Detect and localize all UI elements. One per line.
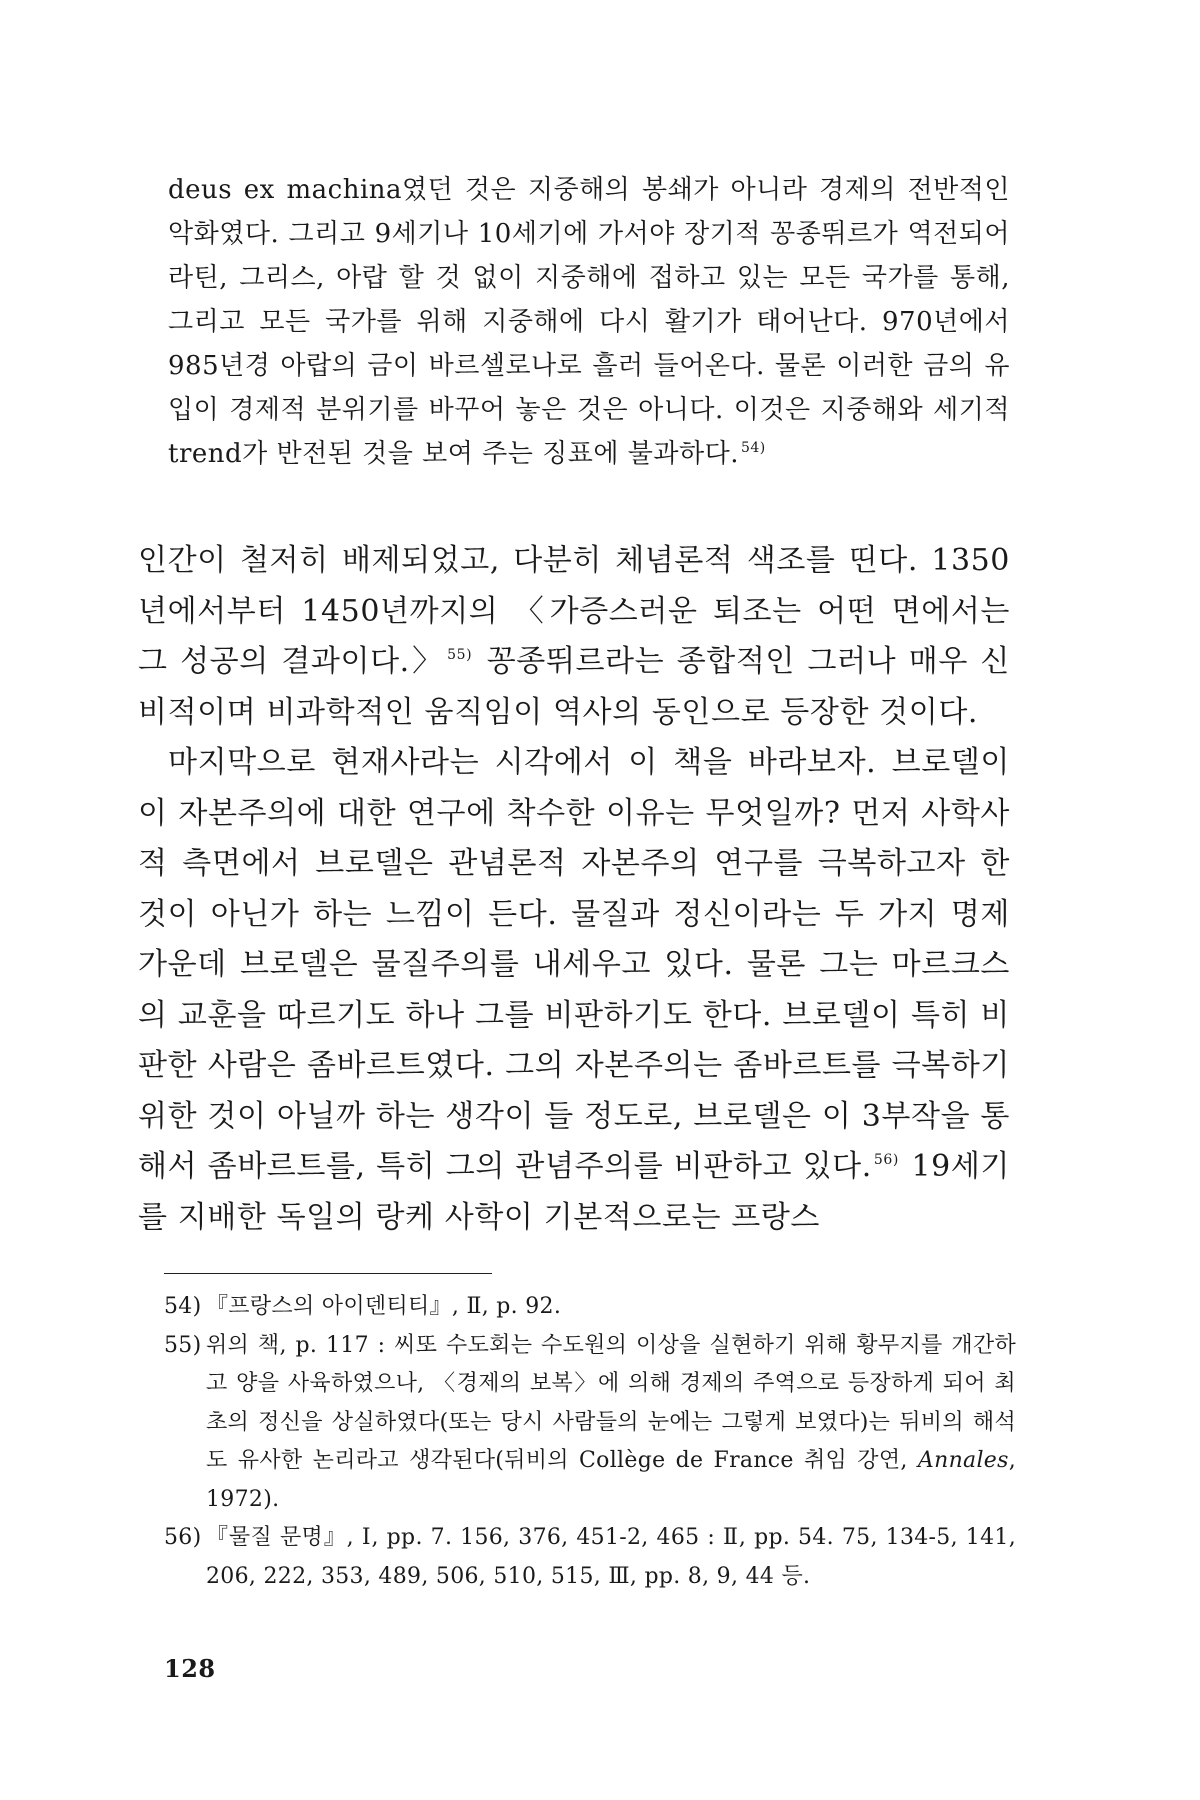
block-quote-text: deus ex machina였던 것은 지중해의 봉쇄가 아니라 경제의 전반적인 악화였다. 그리고 9세기나 10세기에 가서야 장기적 꽁종뛰르가 역전되어 라틴, 그리스, 아랍 할 것 없이 지중해에 접하고 있는 모든 국가를 통해, 그리고 모든 국가를 위해 지중해에 다시 활기가 태어난다. 970년에서 985년경 아랍의 금이 바르셀로나로 흘러 들어온다. 물론 이러한 금의 유입이 경제적 분위기를 바꾸어 놓은 것은 아니다. 이것은 지중해와 세기적 trend가 반전된 것을 보여 주는 징표에 불과하다. [168,175,1010,469]
paragraph-1 [138,536,1010,738]
page-number: 128 [164,1654,216,1683]
paragraph-1-text-a: 인간이 철저히 배제되었고, 다분히 체념론적 색조를 띤다. 1350년에서부터 1450년까지의 〈가증스러운 퇴조는 어떤 면에서는 그 성공의 결과이다.〉 [138,543,1010,679]
footnote-number: 54) [164,1294,202,1319]
footnote-text: 위의 책, p. 117 : 씨또 수도회는 수도원의 이상을 실현하기 위해 황무지를 개간하고 양을 사육하였으나, 〈경제의 보복〉에 의해 경제의 주역으로 등장하게 되어 최초의 정신을 상실하였다(또는 당시 사람들의 눈에는 그렇게 보였다)는 뒤비의 해석도 유사한 논리라고 생각된다(뒤비의 Collège de France 취임 강연, [206,1332,1016,1473]
footnote-ref-56[interactable]: 56) [873,1152,899,1168]
footnotes [164,1288,1016,1596]
paragraph-1-text-b: 꽁종뛰르라는 종합적인 그러나 매우 신비적이며 비과학적인 움직임이 역사의 동인으로 등장한 것이다. [138,644,1010,730]
footnote-54 [164,1288,1016,1327]
footnote-number: 55) [164,1332,202,1358]
footnote-text: 『프랑스의 아이덴티티』, Ⅱ, p. 92. [206,1294,562,1319]
footnote-divider [164,1273,492,1274]
body-text [138,536,1010,1243]
footnote-number: 56) [164,1525,202,1550]
journal-title: Annales [917,1448,1009,1473]
footnote-ref-54[interactable]: 54) [740,440,766,456]
footnote-55 [164,1327,1016,1520]
paragraph-2 [138,738,1010,1243]
footnote-tail: , 1972). [206,1448,1016,1512]
block-quote [168,168,1010,476]
paragraph-2-text-b: 19세기를 지배한 독일의 랑케 사학이 기본적으로는 프랑스 [138,1149,1010,1235]
footnote-ref-55[interactable]: 55) [447,647,473,663]
paragraph-2-text-a: 마지막으로 현재사라는 시각에서 이 책을 바라보자. 브로델이 이 자본주의에 대한 연구에 착수한 이유는 무엇일까? 먼저 사학사적 측면에서 브로델은 관념론적 자본주의 연구를 극복하고자 한 것이 아닌가 하는 느낌이 든다. 물질과 정신이라는 두 가지 명제 가운데 브로델은 물질주의를 내세우고 있다. 물론 그는 마르크스의 교훈을 따르기도 하나 그를 비판하기도 한다. 브로델이 특히 비판한 사람은 좀바르트였다. 그의 자본주의는 좀바르트를 극복하기 위한 것이 아닐까 하는 생각이 들 정도로, 브로델은 이 3부작을 통해서 좀바르트를, 특히 그의 관념주의를 비판하고 있다. [138,745,1010,1184]
footnote-text: 『물질 문명』, Ⅰ, pp. 7. 156, 376, 451-2, 465 : Ⅱ, pp. 54. 75, 134-5, 141, 206, 222, 353, 489, 506, 510, 515, Ⅲ, pp. 8, 9, 44 등. [206,1525,1016,1589]
footnote-56 [164,1519,1016,1596]
